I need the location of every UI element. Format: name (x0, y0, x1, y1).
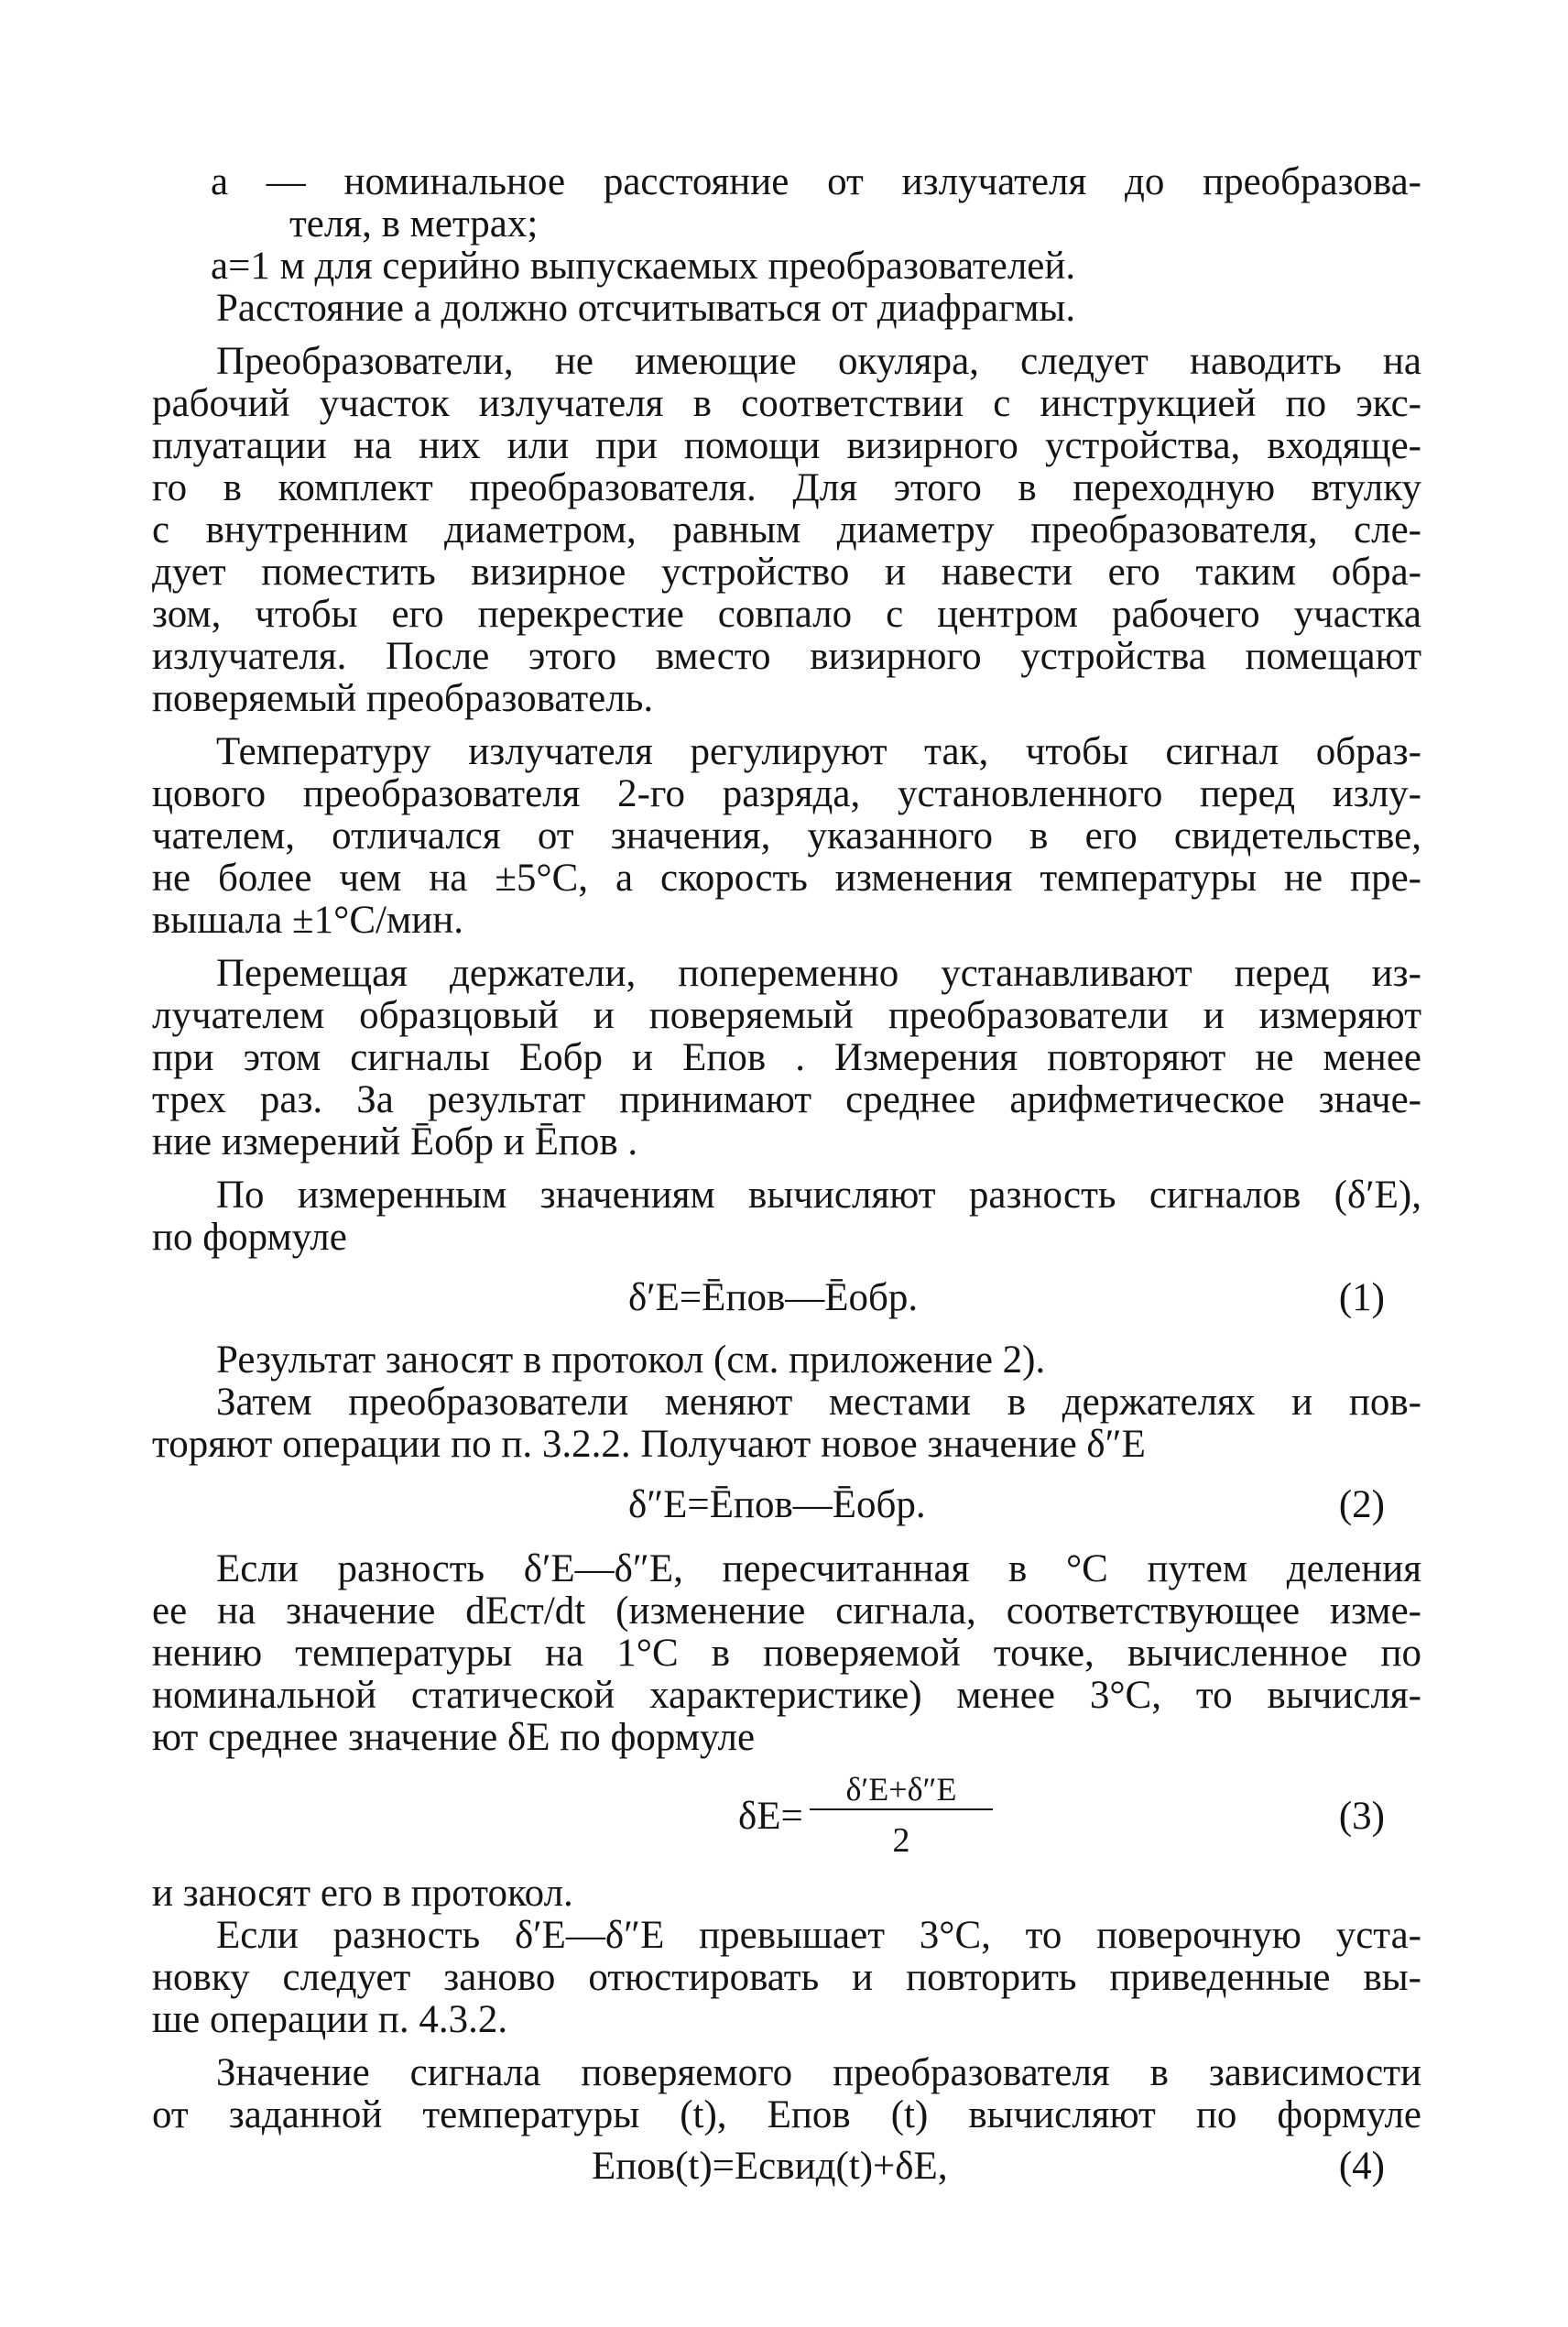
paragraph-calc (152, 1174, 1421, 1259)
paragraph-exceed (152, 1915, 1421, 2041)
text-line: не более чем на ±5°С, а скорость изменения температуры не пре- (152, 857, 1421, 900)
text-line: Затем преобразователи меняют местами в держателях и пов- (216, 1381, 1421, 1424)
text-line: Расстояние a должно отсчитываться от диафрагмы. (216, 287, 1076, 330)
text-line: и заносят его в протокол. (152, 1872, 573, 1915)
text-line: торяют операции по п. 3.2.2. Получают новое значение δ″E (152, 1423, 1146, 1466)
text-line: вышала ±1°С/мин. (152, 899, 463, 942)
text-line: ее на значение dEст/dt (изменение сигнала, соответствующее изме- (152, 1590, 1421, 1633)
text-line: номинальной статической характеристике) менее 3°С, то вычисля- (152, 1674, 1421, 1717)
text-line: дует поместить визирное устройство и навести его таким обра- (152, 551, 1421, 594)
equation-number: (1) (1338, 1276, 1385, 1319)
equation-2 (152, 1479, 1421, 1537)
text-line: Если разность δ′E—δ″E, пересчитанная в °С путем деления (216, 1547, 1421, 1590)
paragraph-swap (152, 1382, 1421, 1466)
equation-body: δ″E=Ēпов—Ēобр. (628, 1483, 926, 1526)
paragraph-value (152, 2052, 1421, 2136)
equation-3 (152, 1768, 1421, 1869)
text-line: ние измерений Ēобр и Ēпов . (152, 1120, 638, 1164)
equation-lhs: δE= (738, 1795, 803, 1838)
equation-number: (2) (1338, 1483, 1385, 1526)
text-line: зом, чтобы его перекрестие совпало с центром рабочего участка (152, 593, 1421, 636)
text-line: цового преобразователя 2-го разряда, установленного перед излу- (152, 772, 1421, 815)
document-page (152, 161, 1421, 2208)
text-line: от заданной температуры (t), Eпов (t) вычисляют по формуле (152, 2093, 1421, 2136)
text-line: По измеренным значениям вычисляют разность сигналов (δ′E), (216, 1174, 1421, 1217)
text-line: ют среднее значение δE по формуле (152, 1716, 756, 1759)
fraction-bar (810, 1808, 993, 1810)
text-line: лучателем образцовый и поверяемый преобразователи и измеряют (152, 994, 1421, 1037)
text-line: Преобразователи, не имеющие окуляра, следует наводить на (216, 340, 1421, 383)
paragraph-move (152, 953, 1421, 1164)
equation-1 (152, 1272, 1421, 1330)
text-line: при этом сигналы Eобр и Eпов . Измерения повторяют не менее (152, 1036, 1421, 1079)
text-line: a — номинальное расстояние от излучателя до преобразова- (211, 160, 1421, 203)
text-line: теля, в метрах; (289, 202, 539, 246)
text-line: новку следует заново отюстировать и повторить приведенные вы- (152, 1956, 1421, 1999)
text-line: по формуле (152, 1216, 347, 1259)
fraction-denominator: 2 (892, 1821, 910, 1860)
equation-number: (4) (1338, 2145, 1385, 2188)
paragraph-ocular (152, 341, 1421, 720)
text-line: Температуру излучателя регулируют так, чтобы сигнал образ- (216, 730, 1421, 773)
text-line: рабочий участок излучателя в соответствии с инструкцией по экс- (152, 382, 1421, 425)
text-line: Результат заносят в протокол (см. приложение 2). (216, 1338, 1046, 1382)
paragraph-if (152, 1548, 1421, 1759)
fraction-numerator: δ′E+δ″E (845, 1771, 957, 1808)
text-line: Если разность δ′E—δ″E превышает 3°С, то поверочную уста- (216, 1914, 1421, 1957)
text-line: излучателя. После этого вместо визирного устройства помещают (152, 635, 1421, 678)
equation-number: (3) (1338, 1795, 1385, 1838)
equation-4 (152, 2140, 1421, 2199)
text-line: нению температуры на 1°С в поверяемой точке, вычисленное по (152, 1632, 1421, 1675)
text-line: трех раз. За результат принимают среднее арифметическое значе- (152, 1078, 1421, 1121)
text-line: поверяемый преобразователь. (152, 677, 654, 720)
paragraph-temperature (152, 731, 1421, 942)
text-line: чателем, отличался от значения, указанного в его свидетельстве, (152, 814, 1421, 858)
equation-body: δ′E=Ēпов—Ēобр. (628, 1276, 919, 1319)
text-line: го в комплект преобразователя. Для этого в переходную втулку (152, 466, 1421, 509)
text-line: Перемещая держатели, попеременно устанавливают перед из- (216, 952, 1421, 995)
text-line: плуатации на них или при помощи визирного устройства, входяще- (152, 424, 1421, 467)
text-line: a=1 м для серийно выпускаемых преобразователей. (211, 245, 1076, 288)
equation-body: Eпов(t)=Eсвид(t)+δE, (592, 2145, 948, 2188)
text-line: Значение сигнала поверяемого преобразователя в зависимости (216, 2051, 1421, 2094)
text-line: с внутренним диаметром, равным диаметру преобразователя, сле- (152, 508, 1421, 552)
text-line: ше операции п. 4.3.2. (152, 1998, 508, 2041)
